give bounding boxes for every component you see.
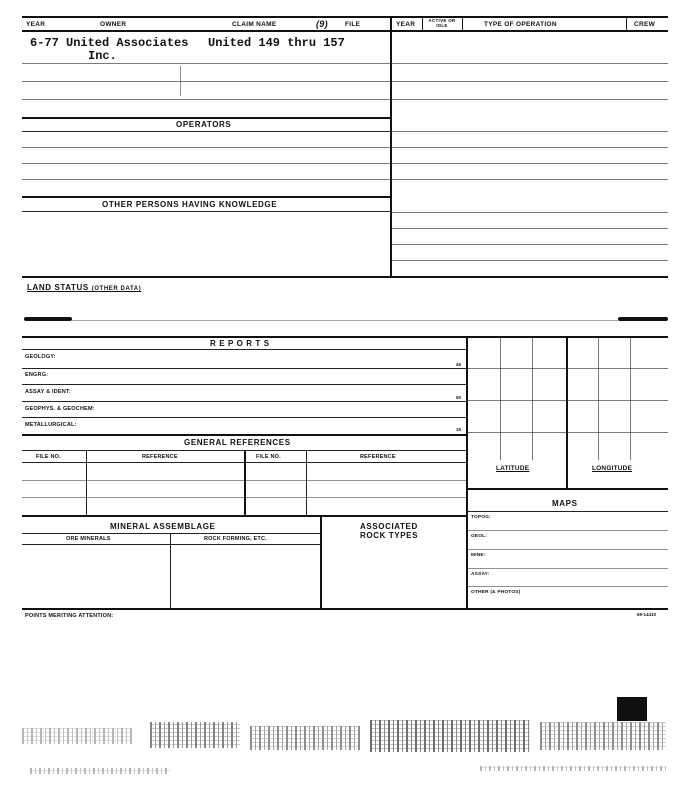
land-status-title	[27, 283, 141, 292]
header-year: YEAR	[26, 21, 46, 28]
maps-rule-3	[466, 568, 668, 569]
maps-other: OTHER (& PHOTOS)	[471, 590, 521, 595]
associated-rock-types-line-2: ROCK TYPES	[360, 531, 419, 540]
maps-title-rule	[466, 511, 668, 512]
maps-mine: MINE:	[471, 553, 486, 558]
maps-topog: TOPOG:	[471, 515, 492, 520]
mineral-rock-divider	[320, 516, 322, 608]
coords-bottom-rule	[466, 488, 668, 490]
report-metallurgical-num: 15	[456, 427, 462, 432]
long-grid-v2	[630, 338, 631, 460]
header-divider-type-crew	[626, 18, 627, 30]
entry-rule-1	[22, 63, 668, 64]
right-rule-b	[390, 212, 668, 213]
right-rule-a	[390, 131, 668, 132]
right-rule-c	[390, 228, 668, 229]
header-file: FILE	[345, 21, 361, 28]
scan-noise-2	[150, 722, 240, 748]
right-rule-d	[390, 244, 668, 245]
lat-grid-h3	[466, 432, 668, 433]
operators-rule-3	[22, 179, 668, 180]
rock-forming-label: ROCK FORMING, ETC.	[204, 536, 267, 542]
entry-divider-left	[180, 66, 181, 96]
header-claim-name: CLAIM NAME	[232, 21, 277, 28]
upper-section-bottom-rule	[22, 276, 668, 278]
lower-section-bottom-rule	[22, 608, 668, 610]
mineral-title-rule	[22, 533, 320, 534]
maps-geol: GEOL:	[471, 534, 488, 539]
other-persons-title: OTHER PERSONS HAVING KNOWLEDGE	[102, 200, 278, 209]
land-status-label: LAND STATUS	[27, 283, 89, 292]
ore-minerals-label: ORE MINERALS	[66, 536, 111, 542]
lat-grid-v2	[532, 338, 533, 460]
entry-owner-line-1: United Associates	[66, 36, 189, 50]
scan-noise-1	[22, 728, 132, 744]
form-number: 69-14410	[637, 612, 657, 617]
latitude-label: LATITUDE	[496, 465, 530, 472]
operators-top-rule	[22, 117, 390, 119]
entry-rule-3	[22, 99, 668, 100]
scan-noise-4	[370, 720, 530, 752]
lat-long-divider	[566, 338, 568, 488]
general-ref-reference-2: REFERENCE	[360, 454, 396, 460]
operators-rule-2	[22, 163, 668, 164]
scan-noise-6	[30, 768, 170, 774]
header-type-of-operation: TYPE OF OPERATION	[484, 21, 557, 28]
scan-noise-5	[540, 722, 666, 750]
scan-noise-3	[250, 726, 360, 750]
general-ref-row-1	[22, 480, 466, 481]
general-ref-file-no-1: FILE NO.	[36, 454, 61, 460]
header-year-2: YEAR	[396, 21, 416, 28]
report-geology-num: 45	[456, 362, 462, 367]
reports-title: R E P O R T S	[210, 339, 270, 348]
report-engrg: ENGRG:	[25, 372, 49, 378]
maps-rule-2	[466, 549, 668, 550]
general-ref-col-3	[306, 450, 307, 516]
report-assay: ASSAY & IDENT:	[25, 389, 71, 395]
header-top-rule	[22, 16, 668, 18]
other-persons-top-rule	[22, 196, 390, 198]
header-active-or-idle: ACTIVE OR IDLE	[428, 18, 456, 28]
entry-owner-line-2: Inc.	[88, 49, 117, 63]
header-divider-year-active	[422, 18, 423, 30]
general-ref-bottom-rule	[22, 515, 466, 517]
mineral-col-divider	[170, 533, 171, 608]
general-ref-col-2	[244, 450, 246, 516]
header-owner: OWNER	[100, 21, 127, 28]
report-rule-3	[22, 401, 466, 402]
report-rule-2	[22, 384, 466, 385]
lat-grid-v1	[500, 338, 501, 460]
header-divider-file-year	[390, 18, 392, 278]
right-rule-e	[390, 260, 668, 261]
land-status-sub-label: (OTHER DATA)	[91, 286, 142, 292]
general-ref-reference-1: REFERENCE	[142, 454, 178, 460]
general-references-title: GENERAL REFERENCES	[184, 438, 291, 447]
maps-assay: ASSAY:	[471, 572, 490, 577]
entry-year: 6-77	[30, 36, 59, 50]
mineral-header-rule	[22, 544, 320, 545]
other-persons-title-rule	[22, 211, 390, 212]
lat-grid-h1	[466, 368, 668, 369]
maps-rule-4	[466, 586, 668, 587]
lat-grid-h2	[466, 400, 668, 401]
scan-registration-block	[617, 697, 647, 721]
points-meriting-attention: POINTS MERITING ATTENTION:	[25, 613, 114, 619]
entry-claim-name: United 149 thru 157	[208, 36, 345, 50]
report-rule-1	[22, 368, 466, 369]
general-ref-file-no-2: FILE NO.	[256, 454, 281, 460]
header-crew: CREW	[634, 21, 656, 28]
operators-title-rule	[22, 131, 390, 132]
report-assay-num: 50	[456, 395, 462, 400]
mineral-assemblage-title: MINERAL ASSEMBLAGE	[110, 522, 216, 531]
report-metallurgical: METALLURGICAL:	[25, 422, 77, 428]
report-geology: GEOLOGY:	[25, 354, 56, 360]
associated-rock-types-line-1: ASSOCIATED	[360, 522, 418, 531]
maps-rule-1	[466, 530, 668, 531]
reports-bottom-rule	[22, 434, 466, 436]
header-divider-active-type	[462, 18, 463, 30]
scan-noise-7	[480, 766, 666, 771]
header-bottom-rule	[22, 30, 668, 32]
operators-rule-1	[22, 147, 668, 148]
land-status-mark-right	[618, 317, 668, 321]
maps-title: MAPS	[552, 499, 578, 508]
long-grid-v1	[598, 338, 599, 460]
land-status-mark-left	[24, 317, 72, 321]
general-ref-row-2	[22, 497, 466, 498]
general-ref-col-1	[86, 450, 87, 516]
reports-title-rule	[22, 349, 466, 350]
report-geophys: GEOPHYS. & GEOCHEM:	[25, 406, 95, 412]
reports-top-rule	[22, 336, 668, 338]
operators-title: OPERATORS	[176, 120, 232, 129]
entry-rule-2	[22, 81, 668, 82]
report-rule-4	[22, 417, 466, 418]
header-claim-number: (9)	[316, 19, 328, 29]
longitude-label: LONGITUDE	[592, 465, 633, 472]
land-status-rule	[72, 320, 618, 321]
